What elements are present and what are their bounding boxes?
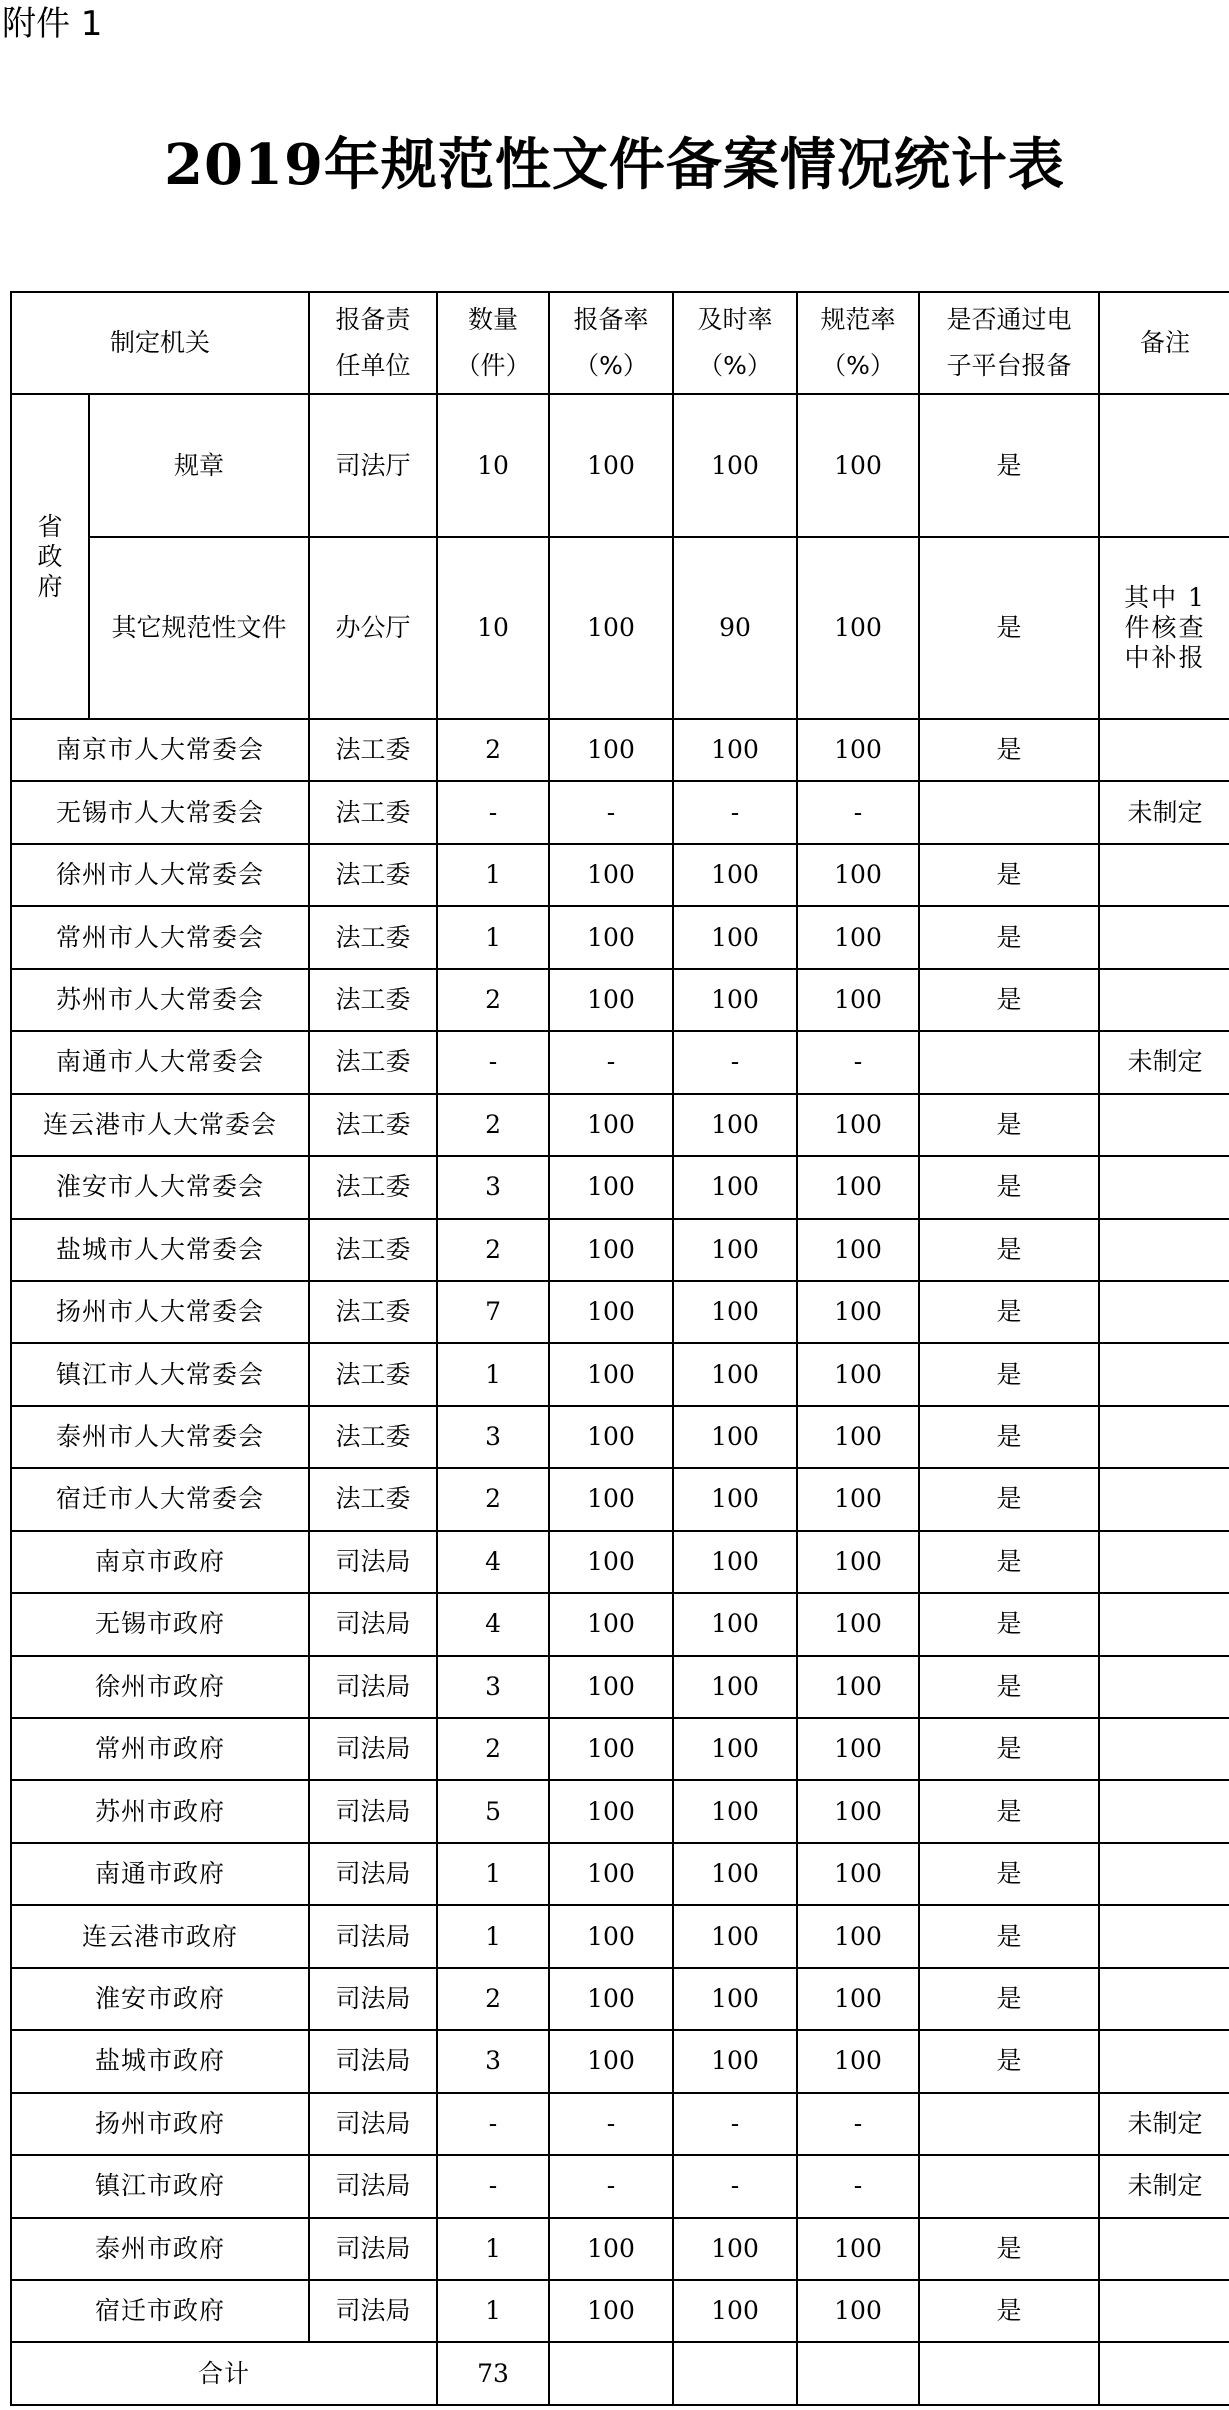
cell-norm-rate: 100: [797, 1468, 919, 1530]
table-row: [11, 2030, 1229, 2092]
cell-timely-rate: 100: [673, 2030, 797, 2092]
cell-note: [1099, 844, 1229, 906]
table-row: [11, 719, 1229, 781]
cell-platform: 是: [919, 969, 1099, 1031]
cell-org: 徐州市政府: [11, 1656, 309, 1718]
cell-org: 盐城市人大常委会: [11, 1219, 309, 1281]
cell-unit: 司法局: [309, 2280, 437, 2342]
cell-unit: 司法局: [309, 1780, 437, 1842]
cell-platform: 是: [919, 2280, 1099, 2342]
cell-platform: 是: [919, 1406, 1099, 1468]
table-row: [11, 1031, 1229, 1093]
cell-count: 2: [437, 1968, 549, 2030]
cell-unit: 法工委: [309, 1094, 437, 1156]
cell-norm-rate: 100: [797, 1406, 919, 1468]
cell-count: 4: [437, 1531, 549, 1593]
cell-count: 2: [437, 1468, 549, 1530]
table-row: [11, 1780, 1229, 1842]
cell-timely-rate: -: [673, 2155, 797, 2217]
total-count: 73: [437, 2342, 549, 2404]
cell-filing-rate: -: [549, 1031, 673, 1093]
cell-filing-rate: 100: [549, 844, 673, 906]
cell-org: 南通市人大常委会: [11, 1031, 309, 1093]
total-empty-cell: [797, 2342, 919, 2404]
cell-note: [1099, 906, 1229, 968]
cell-count: 2: [437, 969, 549, 1031]
cell-timely-rate: -: [673, 781, 797, 843]
cell-count: -: [437, 2155, 549, 2217]
cell-note: [1099, 1780, 1229, 1842]
cell-note: [1099, 1094, 1229, 1156]
cell-norm-rate: 100: [797, 1718, 919, 1780]
cell-filing-rate: 100: [549, 1281, 673, 1343]
cell-note: [1099, 1656, 1229, 1718]
header-org: 制定机关: [11, 292, 309, 394]
cell-count: 3: [437, 1156, 549, 1218]
cell-note: [1099, 2218, 1229, 2280]
province-row-regulation: [11, 394, 1229, 537]
cell-org: 镇江市人大常委会: [11, 1343, 309, 1405]
header-count: 数量 （件）: [437, 292, 549, 394]
cell-platform: 是: [919, 844, 1099, 906]
cell-timely-rate: -: [673, 2093, 797, 2155]
province-count: 10: [437, 394, 549, 537]
cell-filing-rate: 100: [549, 1780, 673, 1842]
cell-platform: 是: [919, 1593, 1099, 1655]
cell-note: [1099, 1406, 1229, 1468]
cell-platform: 是: [919, 2030, 1099, 2092]
cell-timely-rate: 100: [673, 1468, 797, 1530]
cell-platform: 是: [919, 1531, 1099, 1593]
cell-count: 3: [437, 2030, 549, 2092]
province-timely: 90: [673, 537, 797, 719]
cell-filing-rate: 100: [549, 2030, 673, 2092]
province-unit: 司法厅: [309, 394, 437, 537]
cell-unit: 司法局: [309, 1531, 437, 1593]
cell-norm-rate: 100: [797, 906, 919, 968]
cell-count: 3: [437, 1406, 549, 1468]
table-row: [11, 781, 1229, 843]
cell-count: 1: [437, 2280, 549, 2342]
table-row: [11, 969, 1229, 1031]
cell-norm-rate: 100: [797, 1780, 919, 1842]
cell-note: 未制定: [1099, 2093, 1229, 2155]
header-unit: 报备责 任单位: [309, 292, 437, 394]
cell-platform: [919, 2155, 1099, 2217]
cell-org: 淮安市人大常委会: [11, 1156, 309, 1218]
cell-norm-rate: 100: [797, 1905, 919, 1967]
cell-norm-rate: 100: [797, 2030, 919, 2092]
table-row: [11, 1094, 1229, 1156]
cell-timely-rate: 100: [673, 1531, 797, 1593]
cell-timely-rate: 100: [673, 1905, 797, 1967]
table-row: [11, 1406, 1229, 1468]
cell-org: 南通市政府: [11, 1843, 309, 1905]
cell-unit: 司法局: [309, 2030, 437, 2092]
cell-norm-rate: 100: [797, 969, 919, 1031]
cell-norm-rate: 100: [797, 1343, 919, 1405]
cell-timely-rate: -: [673, 1031, 797, 1093]
cell-platform: [919, 2093, 1099, 2155]
attachment-label: 附件 1: [2, 4, 103, 44]
cell-unit: 司法局: [309, 1593, 437, 1655]
total-empty-cell: [919, 2342, 1099, 2404]
cell-note: [1099, 1468, 1229, 1530]
cell-count: -: [437, 1031, 549, 1093]
table-row: [11, 1281, 1229, 1343]
table-row: [11, 1968, 1229, 2030]
cell-platform: 是: [919, 1780, 1099, 1842]
cell-filing-rate: -: [549, 2093, 673, 2155]
table-row: [11, 1531, 1229, 1593]
province-row-other: [11, 537, 1229, 719]
cell-count: 2: [437, 1718, 549, 1780]
cell-unit: 司法局: [309, 2093, 437, 2155]
cell-org: 常州市政府: [11, 1718, 309, 1780]
cell-filing-rate: 100: [549, 1468, 673, 1530]
cell-platform: 是: [919, 1156, 1099, 1218]
cell-timely-rate: 100: [673, 906, 797, 968]
table-row: [11, 2155, 1229, 2217]
cell-note: [1099, 2030, 1229, 2092]
cell-count: 1: [437, 2218, 549, 2280]
table-row: [11, 1843, 1229, 1905]
cell-filing-rate: 100: [549, 1094, 673, 1156]
cell-filing-rate: 100: [549, 1905, 673, 1967]
cell-unit: 法工委: [309, 844, 437, 906]
cell-unit: 法工委: [309, 719, 437, 781]
table-row: [11, 2280, 1229, 2342]
province-platform: 是: [919, 537, 1099, 719]
cell-platform: 是: [919, 1905, 1099, 1967]
cell-org: 泰州市政府: [11, 2218, 309, 2280]
cell-filing-rate: -: [549, 2155, 673, 2217]
cell-note: 未制定: [1099, 1031, 1229, 1093]
cell-timely-rate: 100: [673, 1156, 797, 1218]
cell-platform: 是: [919, 1219, 1099, 1281]
table-row: [11, 2218, 1229, 2280]
cell-note: 未制定: [1099, 2155, 1229, 2217]
cell-platform: 是: [919, 1468, 1099, 1530]
cell-org: 宿迁市政府: [11, 2280, 309, 2342]
cell-org: 镇江市政府: [11, 2155, 309, 2217]
province-norm: 100: [797, 394, 919, 537]
cell-norm-rate: 100: [797, 1656, 919, 1718]
cell-norm-rate: 100: [797, 1843, 919, 1905]
cell-timely-rate: 100: [673, 1343, 797, 1405]
cell-platform: 是: [919, 1718, 1099, 1780]
cell-note: [1099, 1281, 1229, 1343]
cell-timely-rate: 100: [673, 1718, 797, 1780]
cell-note: [1099, 1718, 1229, 1780]
cell-org: 南京市政府: [11, 1531, 309, 1593]
province-type: 其它规范性文件: [89, 537, 309, 719]
header-row: [11, 292, 1229, 394]
cell-timely-rate: 100: [673, 1656, 797, 1718]
cell-unit: 法工委: [309, 969, 437, 1031]
table-row: [11, 844, 1229, 906]
cell-count: 5: [437, 1780, 549, 1842]
header-filing-rate: 报备率 （%）: [549, 292, 673, 394]
cell-platform: [919, 781, 1099, 843]
province-note: [1099, 394, 1229, 537]
cell-platform: 是: [919, 1843, 1099, 1905]
cell-org: 连云港市政府: [11, 1905, 309, 1967]
cell-filing-rate: 100: [549, 1718, 673, 1780]
table-row: [11, 1343, 1229, 1405]
cell-unit: 法工委: [309, 1219, 437, 1281]
cell-note: [1099, 2280, 1229, 2342]
province-filing: 100: [549, 394, 673, 537]
table-row: [11, 1718, 1229, 1780]
total-empty-cell: [549, 2342, 673, 2404]
cell-timely-rate: 100: [673, 2218, 797, 2280]
cell-unit: 司法局: [309, 2155, 437, 2217]
cell-count: 2: [437, 1094, 549, 1156]
total-empty-cell: [1099, 2342, 1229, 2404]
cell-count: 1: [437, 1343, 549, 1405]
cell-count: 2: [437, 1219, 549, 1281]
cell-unit: 司法局: [309, 2218, 437, 2280]
cell-norm-rate: 100: [797, 1968, 919, 2030]
cell-filing-rate: 100: [549, 2280, 673, 2342]
page-title: 2019年规范性文件备案情况统计表: [164, 132, 1065, 198]
cell-unit: 司法局: [309, 1968, 437, 2030]
cell-platform: 是: [919, 2218, 1099, 2280]
cell-filing-rate: 100: [549, 1531, 673, 1593]
cell-unit: 法工委: [309, 781, 437, 843]
cell-count: 1: [437, 1843, 549, 1905]
cell-count: -: [437, 2093, 549, 2155]
cell-norm-rate: 100: [797, 1094, 919, 1156]
table-row: [11, 906, 1229, 968]
cell-count: 1: [437, 1905, 549, 1967]
cell-note: [1099, 1531, 1229, 1593]
cell-filing-rate: 100: [549, 969, 673, 1031]
province-filing: 100: [549, 537, 673, 719]
cell-filing-rate: 100: [549, 1219, 673, 1281]
province-norm: 100: [797, 537, 919, 719]
total-row: [11, 2342, 1229, 2404]
cell-timely-rate: 100: [673, 1843, 797, 1905]
cell-org: 无锡市政府: [11, 1593, 309, 1655]
cell-unit: 法工委: [309, 1281, 437, 1343]
province-count: 10: [437, 537, 549, 719]
cell-count: 1: [437, 906, 549, 968]
cell-timely-rate: 100: [673, 1094, 797, 1156]
cell-count: 2: [437, 719, 549, 781]
cell-org: 无锡市人大常委会: [11, 781, 309, 843]
cell-note: [1099, 1593, 1229, 1655]
cell-unit: 法工委: [309, 1031, 437, 1093]
cell-filing-rate: 100: [549, 719, 673, 781]
province-timely: 100: [673, 394, 797, 537]
cell-org: 常州市人大常委会: [11, 906, 309, 968]
cell-norm-rate: 100: [797, 2218, 919, 2280]
cell-norm-rate: -: [797, 2093, 919, 2155]
cell-platform: 是: [919, 1094, 1099, 1156]
cell-norm-rate: 100: [797, 719, 919, 781]
cell-filing-rate: 100: [549, 1968, 673, 2030]
header-platform: 是否通过电 子平台报备: [919, 292, 1099, 394]
cell-timely-rate: 100: [673, 1593, 797, 1655]
cell-unit: 司法局: [309, 1843, 437, 1905]
total-empty-cell: [673, 2342, 797, 2404]
cell-note: [1099, 1843, 1229, 1905]
cell-norm-rate: 100: [797, 1156, 919, 1218]
table-row: [11, 1468, 1229, 1530]
cell-note: [1099, 1343, 1229, 1405]
cell-norm-rate: 100: [797, 1593, 919, 1655]
cell-org: 盐城市政府: [11, 2030, 309, 2092]
cell-note: [1099, 1905, 1229, 1967]
cell-timely-rate: 100: [673, 1219, 797, 1281]
cell-count: 4: [437, 1593, 549, 1655]
cell-timely-rate: 100: [673, 1780, 797, 1842]
cell-platform: 是: [919, 1968, 1099, 2030]
cell-timely-rate: 100: [673, 2280, 797, 2342]
header-norm-rate: 规范率 （%）: [797, 292, 919, 394]
table-row: [11, 1905, 1229, 1967]
cell-platform: [919, 1031, 1099, 1093]
cell-note: [1099, 1219, 1229, 1281]
cell-note: [1099, 969, 1229, 1031]
cell-org: 淮安市政府: [11, 1968, 309, 2030]
cell-org: 苏州市政府: [11, 1780, 309, 1842]
province-platform: 是: [919, 394, 1099, 537]
cell-filing-rate: 100: [549, 1343, 673, 1405]
cell-count: 3: [437, 1656, 549, 1718]
cell-filing-rate: 100: [549, 1156, 673, 1218]
cell-filing-rate: 100: [549, 2218, 673, 2280]
cell-platform: 是: [919, 1343, 1099, 1405]
cell-filing-rate: 100: [549, 1843, 673, 1905]
cell-filing-rate: 100: [549, 1406, 673, 1468]
cell-unit: 法工委: [309, 1468, 437, 1530]
cell-count: 7: [437, 1281, 549, 1343]
cell-norm-rate: 100: [797, 1281, 919, 1343]
cell-timely-rate: 100: [673, 844, 797, 906]
cell-unit: 司法局: [309, 1905, 437, 1967]
cell-note: 未制定: [1099, 781, 1229, 843]
cell-timely-rate: 100: [673, 1281, 797, 1343]
cell-filing-rate: -: [549, 781, 673, 843]
cell-filing-rate: 100: [549, 906, 673, 968]
cell-org: 泰州市人大常委会: [11, 1406, 309, 1468]
cell-org: 连云港市人大常委会: [11, 1094, 309, 1156]
table-row: [11, 2093, 1229, 2155]
cell-timely-rate: 100: [673, 1968, 797, 2030]
cell-filing-rate: 100: [549, 1593, 673, 1655]
cell-unit: 法工委: [309, 1156, 437, 1218]
cell-count: -: [437, 781, 549, 843]
cell-timely-rate: 100: [673, 969, 797, 1031]
cell-org: 南京市人大常委会: [11, 719, 309, 781]
statistics-table: [10, 291, 1229, 2406]
province-label: 省 政 府: [11, 394, 89, 719]
cell-norm-rate: 100: [797, 1219, 919, 1281]
table-row: [11, 1656, 1229, 1718]
cell-note: [1099, 719, 1229, 781]
cell-org: 苏州市人大常委会: [11, 969, 309, 1031]
cell-norm-rate: 100: [797, 2280, 919, 2342]
province-note: 其中 1 件核查 中补报: [1099, 537, 1229, 719]
cell-norm-rate: 100: [797, 1531, 919, 1593]
cell-unit: 法工委: [309, 1343, 437, 1405]
cell-org: 宿迁市人大常委会: [11, 1468, 309, 1530]
cell-filing-rate: 100: [549, 1656, 673, 1718]
table-row: [11, 1156, 1229, 1218]
table-row: [11, 1593, 1229, 1655]
cell-norm-rate: 100: [797, 844, 919, 906]
cell-count: 1: [437, 844, 549, 906]
header-note: 备注: [1099, 292, 1229, 394]
cell-timely-rate: 100: [673, 719, 797, 781]
cell-unit: 司法局: [309, 1656, 437, 1718]
cell-platform: 是: [919, 1281, 1099, 1343]
province-type: 规章: [89, 394, 309, 537]
cell-platform: 是: [919, 719, 1099, 781]
cell-unit: 司法局: [309, 1718, 437, 1780]
cell-note: [1099, 1156, 1229, 1218]
cell-norm-rate: -: [797, 1031, 919, 1093]
cell-norm-rate: -: [797, 2155, 919, 2217]
header-timely-rate: 及时率 （%）: [673, 292, 797, 394]
cell-unit: 法工委: [309, 906, 437, 968]
cell-unit: 法工委: [309, 1406, 437, 1468]
cell-timely-rate: 100: [673, 1406, 797, 1468]
cell-norm-rate: -: [797, 781, 919, 843]
total-label: 合计: [11, 2342, 437, 2404]
cell-org: 徐州市人大常委会: [11, 844, 309, 906]
province-unit: 办公厅: [309, 537, 437, 719]
cell-org: 扬州市人大常委会: [11, 1281, 309, 1343]
cell-org: 扬州市政府: [11, 2093, 309, 2155]
table-row: [11, 1219, 1229, 1281]
cell-platform: 是: [919, 1656, 1099, 1718]
cell-note: [1099, 1968, 1229, 2030]
cell-platform: 是: [919, 906, 1099, 968]
